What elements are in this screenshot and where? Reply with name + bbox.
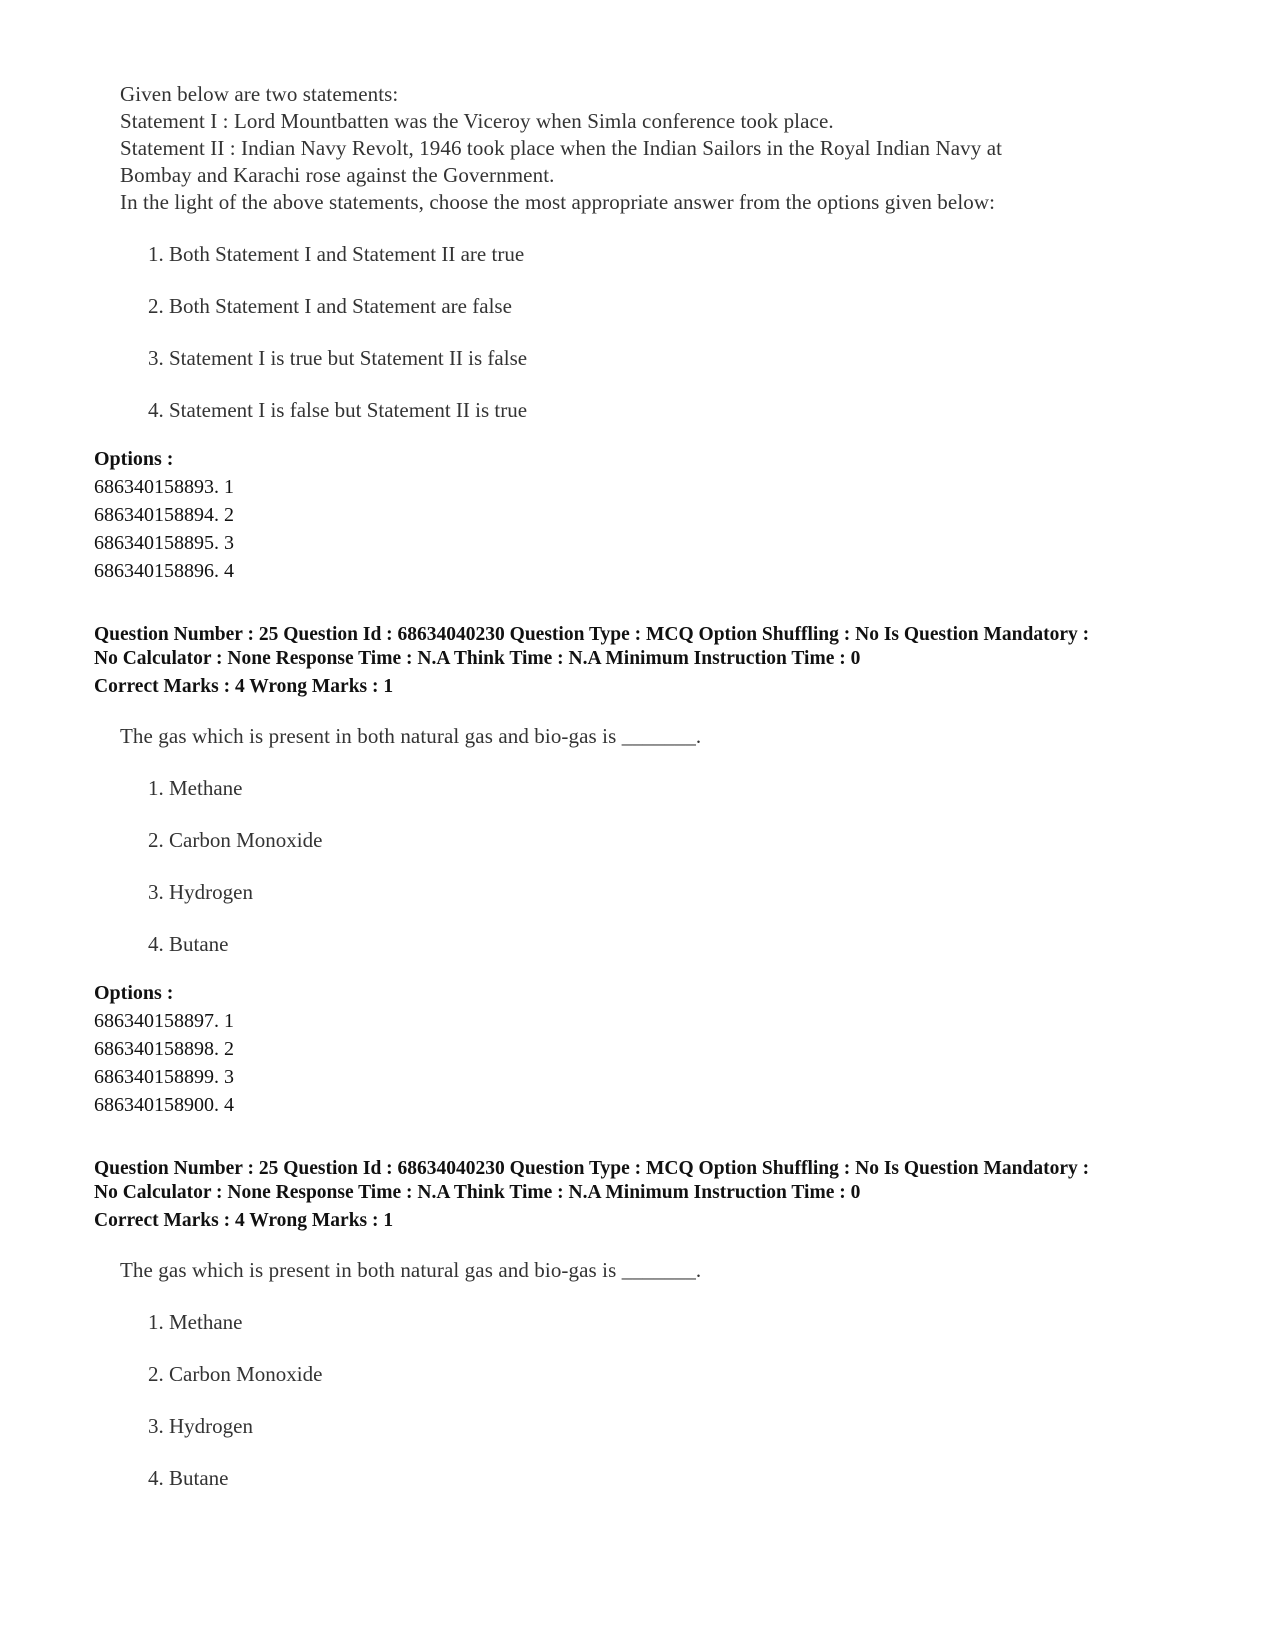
answer-choice: 3. Hydrogen <box>148 880 253 904</box>
question-marks-line: Correct Marks : 4 Wrong Marks : 1 <box>94 1210 394 1231</box>
option-id-line: 686340158899. 3 <box>94 1066 234 1088</box>
answer-choice: 2. Carbon Monoxide <box>148 1362 323 1386</box>
question-meta-line: Question Number : 25 Question Id : 68634040230 Question Type : MCQ Option Shuffling : No Is Question Mandatory : <box>94 624 1090 645</box>
answer-choice: 2. Both Statement I and Statement are false <box>148 294 512 318</box>
answer-choice: 2. Carbon Monoxide <box>148 828 323 852</box>
answer-choice: 1. Methane <box>148 776 243 800</box>
question-stem-line: Given below are two statements: <box>120 82 399 106</box>
question-stem-line: In the light of the above statements, choose the most appropriate answer from the options given below: <box>120 190 996 214</box>
option-id-line: 686340158894. 2 <box>94 504 234 526</box>
option-id-line: 686340158900. 4 <box>94 1094 234 1116</box>
option-id-line: 686340158897. 1 <box>94 1010 234 1032</box>
question-stem-line: Statement II : Indian Navy Revolt, 1946 took place when the Indian Sailors in the Royal Indian Navy at <box>120 136 1003 160</box>
answer-choice: 3. Statement I is true but Statement II is false <box>148 346 528 370</box>
question-meta-line: Question Number : 25 Question Id : 68634040230 Question Type : MCQ Option Shuffling : No Is Question Mandatory : <box>94 1158 1090 1179</box>
answer-choice: 3. Hydrogen <box>148 1414 253 1438</box>
options-heading: Options : <box>94 448 174 470</box>
question-stem-line: Statement I : Lord Mountbatten was the Viceroy when Simla conference took place. <box>120 109 834 133</box>
question-meta-line: No Calculator : None Response Time : N.A Think Time : N.A Minimum Instruction Time : 0 <box>94 1182 861 1203</box>
answer-choice: 4. Statement I is false but Statement II is true <box>148 398 528 422</box>
option-id-line: 686340158898. 2 <box>94 1038 234 1060</box>
question-marks-line: Correct Marks : 4 Wrong Marks : 1 <box>94 676 394 697</box>
question-meta-line: No Calculator : None Response Time : N.A Think Time : N.A Minimum Instruction Time : 0 <box>94 648 861 669</box>
answer-choice: 4. Butane <box>148 932 229 956</box>
question-stem: The gas which is present in both natural gas and bio-gas is _______. <box>120 724 702 748</box>
answer-choice: 1. Both Statement I and Statement II are true <box>148 242 525 266</box>
question-stem: The gas which is present in both natural gas and bio-gas is _______. <box>120 1258 702 1282</box>
options-heading: Options : <box>94 982 174 1004</box>
question-stem-line: Bombay and Karachi rose against the Government. <box>120 163 555 187</box>
option-id-line: 686340158896. 4 <box>94 560 234 582</box>
answer-choice: 1. Methane <box>148 1310 243 1334</box>
answer-choice: 4. Butane <box>148 1466 229 1490</box>
option-id-line: 686340158893. 1 <box>94 476 234 498</box>
option-id-line: 686340158895. 3 <box>94 532 234 554</box>
